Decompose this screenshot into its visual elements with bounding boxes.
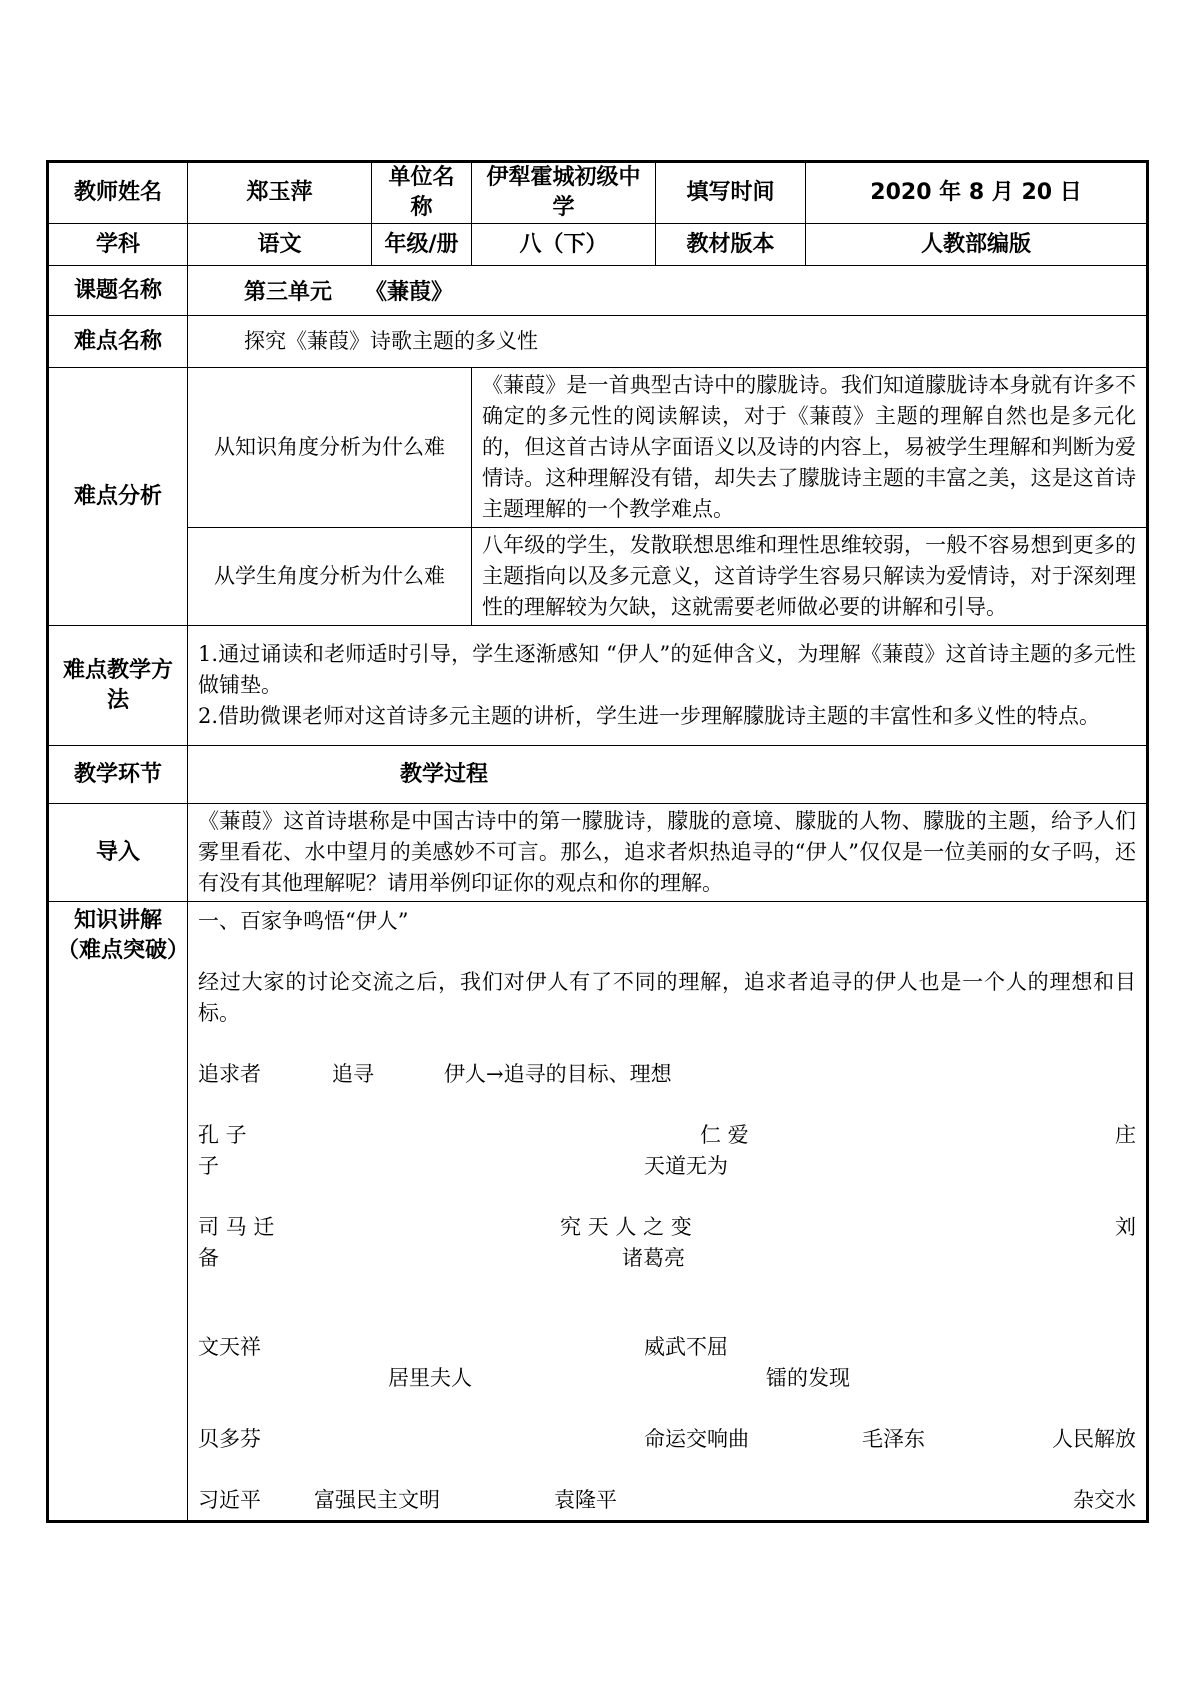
- example-person: 孔 子: [198, 1123, 247, 1147]
- example-row-3a: [198, 1332, 1136, 1363]
- example-person: 刘: [1115, 1215, 1136, 1239]
- knowledge-label: 知识讲解（难点突破）: [48, 902, 188, 1522]
- row-intro: [48, 804, 1148, 902]
- example-person: 子: [198, 1154, 219, 1178]
- grade-value: 八（下）: [472, 224, 656, 266]
- example-goal: 杂交水: [1073, 1488, 1136, 1512]
- pursuer-text: 追求者: [198, 1062, 261, 1086]
- method-items: [188, 626, 1148, 746]
- example-goal: 人民解放: [1052, 1427, 1136, 1451]
- example-person: 袁隆平: [554, 1488, 617, 1512]
- method-label: 难点教学方法: [48, 626, 188, 746]
- difficulty-value: 探究《蒹葭》诗歌主题的多义性: [188, 316, 1148, 368]
- row-knowledge: [48, 902, 1148, 1522]
- subject-value: 语文: [188, 224, 372, 266]
- row-topic: [48, 266, 1148, 316]
- example-goal: 究 天 人 之 变: [560, 1215, 692, 1239]
- intro-label: 导入: [48, 804, 188, 902]
- topic-value: 第三单元 《蒹葭》: [188, 266, 1148, 316]
- lesson-plan-table: [46, 160, 1149, 1523]
- row-teacher-info: [48, 162, 1148, 224]
- grade-label: 年级/册: [372, 224, 472, 266]
- example-goal: 命运交响曲: [644, 1427, 749, 1451]
- pursuit-row: [198, 1059, 1136, 1090]
- example-row-2b: [198, 1243, 1136, 1274]
- example-goal: 仁 爱: [700, 1123, 749, 1147]
- unit-label: 单位名称: [372, 162, 472, 224]
- example-goal: 富强民主文明: [314, 1488, 440, 1512]
- student-angle-label: 从学生角度分析为什么难: [188, 528, 472, 626]
- example-goal: 天道无为: [644, 1154, 728, 1178]
- subject-label: 学科: [48, 224, 188, 266]
- row-analysis-student: [48, 528, 1148, 626]
- row-method: [48, 626, 1148, 746]
- analysis-label: 难点分析: [48, 368, 188, 626]
- row-difficulty: [48, 316, 1148, 368]
- example-goal: 镭的发现: [766, 1366, 850, 1390]
- example-person: 备: [198, 1246, 219, 1270]
- example-person: 毛泽东: [862, 1427, 925, 1451]
- example-goal: 威武不屈: [644, 1335, 728, 1359]
- example-row-4: [198, 1424, 1136, 1455]
- example-goal: 诸葛亮: [622, 1246, 685, 1270]
- pursue-text: 追寻: [332, 1062, 374, 1086]
- goal-text: 伊人→追寻的目标、理想: [444, 1062, 672, 1086]
- example-row-1a: [198, 1120, 1136, 1151]
- example-person: 习近平: [198, 1488, 261, 1512]
- date-label: 填写时间: [656, 162, 806, 224]
- topic-label: 课题名称: [48, 266, 188, 316]
- row-process-header: [48, 746, 1148, 804]
- process-header-label: 教学环节: [48, 746, 188, 804]
- edition-value: 人教部编版: [806, 224, 1148, 266]
- example-row-2a: [198, 1212, 1136, 1243]
- example-row-3b: [198, 1363, 1136, 1394]
- example-person: 司 马 迁: [198, 1215, 275, 1239]
- knowledge-content: [188, 902, 1148, 1522]
- method-item-2: 2.借助微课老师对这首诗多元主题的讲析，学生进一步理解朦胧诗主题的丰富性和多义性的特点。: [198, 704, 1101, 728]
- knowledge-angle-label: 从知识角度分析为什么难: [188, 368, 472, 528]
- example-person: 居里夫人: [388, 1366, 472, 1390]
- student-angle-text: 八年级的学生，发散联想思维和理性思维较弱，一般不容易想到更多的主题指向以及多元意义，这首诗学生容易只解读为爱情诗，对于深刻理性的理解较为欠缺，这就需要老师做必要的讲解和引导。: [472, 528, 1148, 626]
- method-item-1: 1.通过诵读和老师适时引导，学生逐渐感知 “伊人”的延伸含义，为理解《蒹葭》这首诗主题的多元性做铺垫。: [198, 642, 1136, 697]
- example-person: 文天祥: [198, 1335, 261, 1359]
- process-header-value: 教学过程: [188, 746, 1148, 804]
- intro-text: 《蒹葭》这首诗堪称是中国古诗中的第一朦胧诗，朦胧的意境、朦胧的人物、朦胧的主题，给予人们雾里看花、水中望月的美感妙不可言。那么，追求者炽热追寻的“伊人”仅仅是一位美丽的女子吗，还有没有其他理解呢？请用举例印证你的观点和你的理解。: [188, 804, 1148, 902]
- example-person: 贝多芬: [198, 1427, 261, 1451]
- date-value: 2020 年 8 月 20 日: [806, 162, 1148, 224]
- row-subject-info: [48, 224, 1148, 266]
- teacher-label: 教师姓名: [48, 162, 188, 224]
- example-row-5: [198, 1485, 1136, 1516]
- unit-value: 伊犁霍城初级中学: [472, 162, 656, 224]
- example-row-1b: [198, 1151, 1136, 1182]
- teacher-value: 郑玉萍: [188, 162, 372, 224]
- knowledge-angle-text: 《蒹葭》是一首典型古诗中的朦胧诗。我们知道朦胧诗本身就有许多不确定的多元性的阅读解读，对于《蒹葭》主题的理解自然也是多元化的，但这首古诗从字面语义以及诗的内容上，易被学生理解和判断为爱情诗。这种理解没有错，却失去了朦胧诗主题的丰富之美，这是这首诗主题理解的一个教学难点。: [472, 368, 1148, 528]
- example-person: 庄: [1115, 1123, 1136, 1147]
- knowledge-paragraph: 经过大家的讨论交流之后，我们对伊人有了不同的理解，追求者追寻的伊人也是一个人的理想和目标。: [198, 970, 1136, 1025]
- edition-label: 教材版本: [656, 224, 806, 266]
- difficulty-label: 难点名称: [48, 316, 188, 368]
- knowledge-heading: 一、百家争鸣悟“伊人”: [198, 909, 409, 933]
- row-analysis-knowledge: [48, 368, 1148, 528]
